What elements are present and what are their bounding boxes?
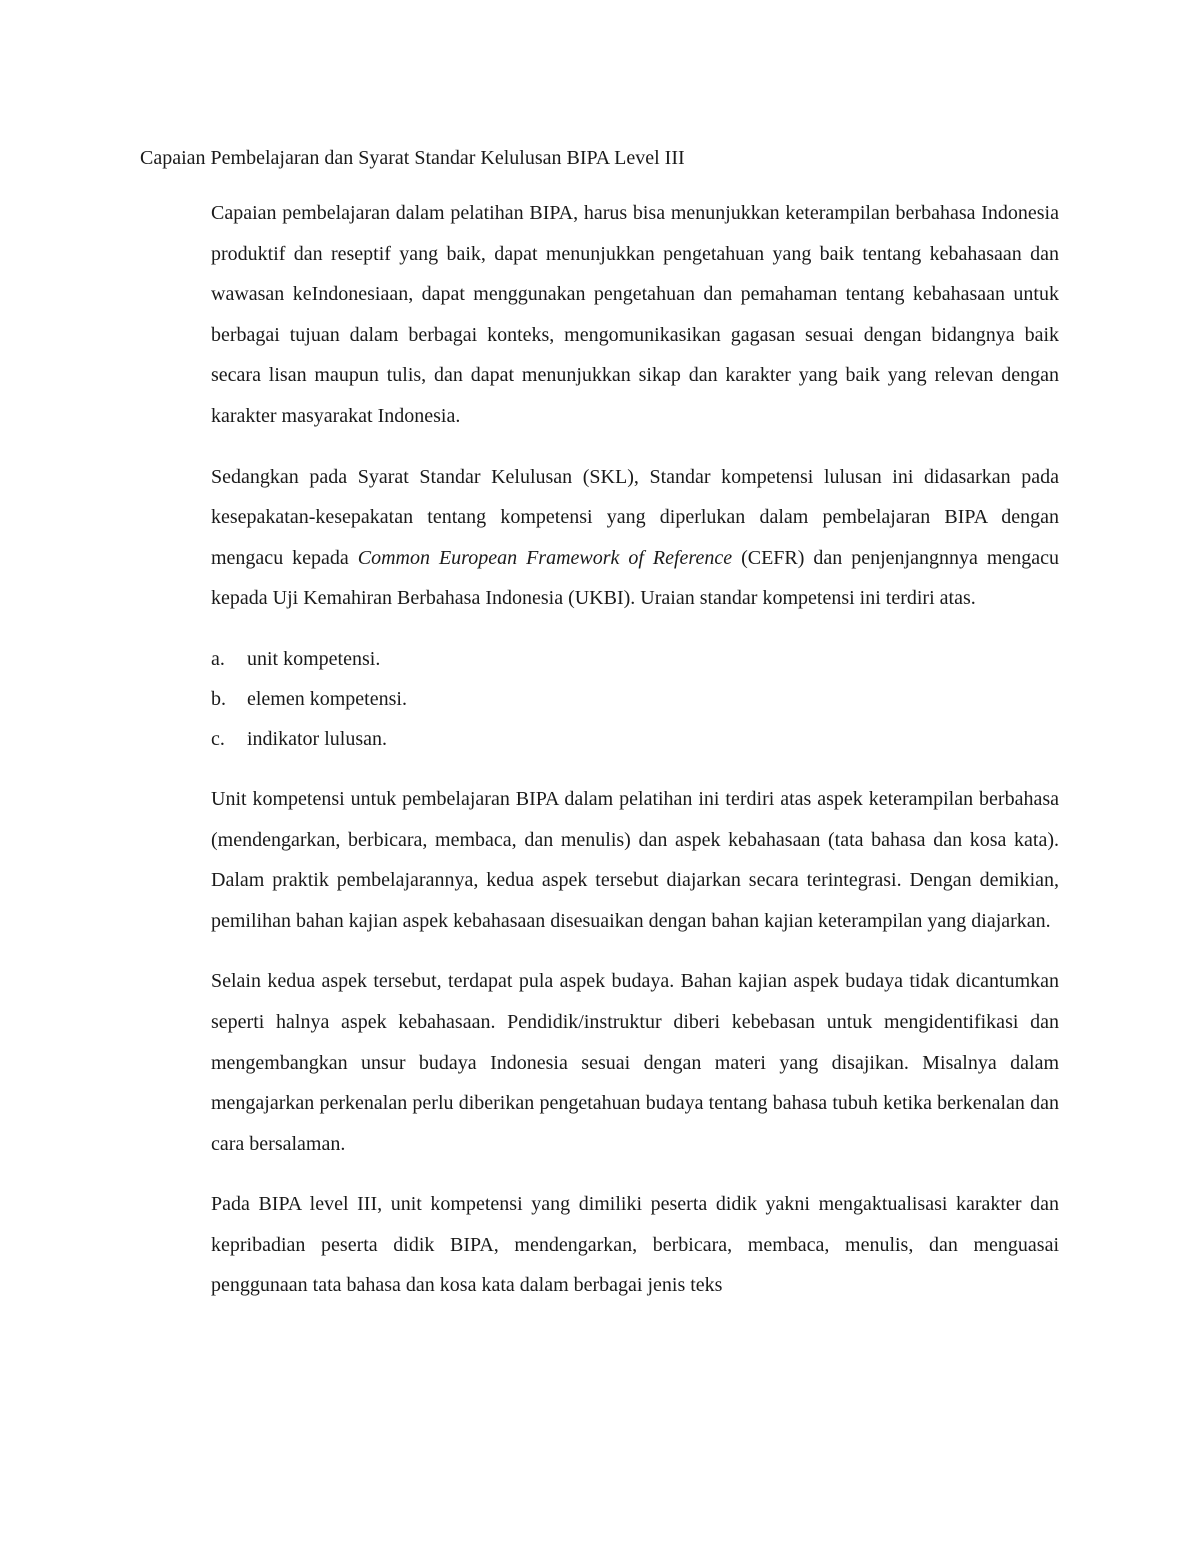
list-item-text: elemen kompetensi. <box>247 687 407 710</box>
paragraph-skl-italic-cefr: Common European Framework of Reference <box>357 546 733 569</box>
list-item <box>211 679 1059 719</box>
paragraph-skl-text-2: (CEFR) dan penjenjangnnya mengacu kepada Uji Kemahiran Berbahasa Indonesia (UKBI). Uraian standar kompetensi ini terdiri atas. <box>211 546 1060 610</box>
paragraph-skl-text-1: Sedangkan pada Syarat Standar Kelulusan (SKL), Standar kompetensi lulusan ini didasarkan pada kesepakatan-kesepakatan tentang kompetensi yang diperlukan dalam pembelajaran BIPA dengan mengacu kepada <box>211 465 1059 569</box>
list-item-text: indikator lulusan. <box>247 727 387 750</box>
paragraph-level-iii: Pada BIPA level III, unit kompetensi yang dimiliki peserta didik yakni mengaktualisasi karakter dan kepribadian peserta didik BIPA, mendengarkan, berbicara, membaca, menulis, dan menguasai penggunaan tata bahasa dan kosa kata dalam berbagai jenis teks <box>211 1193 1059 1297</box>
paragraph-unit-kompetensi: Unit kompetensi untuk pembelajaran BIPA dalam pelatihan ini terdiri atas aspek keterampilan berbahasa (mendengarkan, berbicara, membaca, dan menulis) dan aspek kebahasaan (tata bahasa dan kosa kata). Dalam praktik pembelajarannya, kedua aspek tersebut diajarkan secara terintegrasi. Dengan demikian, pemilihan bahan kajian aspek kebahasaan disesuaikan dengan bahan kajian keterampilan yang diajarkan. <box>211 787 1059 932</box>
list-item-text: unit kompetensi. <box>247 647 381 670</box>
list-marker: b. <box>211 687 226 710</box>
list-marker: c. <box>211 727 225 750</box>
paragraph-skl <box>211 457 1059 619</box>
paragraph-capaian: Capaian pembelajaran dalam pelatihan BIPA, harus bisa menunjukkan keterampilan berbahasa Indonesia produktif dan reseptif yang baik, dapat menunjukkan pengetahuan yang baik tentang kebahasaan dan wawasan keIndonesiaan, dapat menggunakan pengetahuan dan pemahaman tentang kebahasaan untuk berbagai tujuan dalam berbagai konteks, mengomunikasikan gagasan sesuai dengan bidangnya baik secara lisan maupun tulis, dan dapat menunjukkan sikap dan karakter yang baik yang relevan dengan karakter masyarakat Indonesia. <box>211 202 1059 427</box>
competency-list <box>211 639 1059 759</box>
document-body <box>211 193 1059 1326</box>
list-item <box>211 719 1059 759</box>
paragraph-aspek-budaya: Selain kedua aspek tersebut, terdapat pula aspek budaya. Bahan kajian aspek budaya tidak dicantumkan seperti halnya aspek kebahasaan. Pendidik/instruktur diberi kebebasan untuk mengidentifikasi dan mengembangkan unsur budaya Indonesia sesuai dengan materi yang disajikan. Misalnya dalam mengajarkan perkenalan perlu diberikan pengetahuan budaya tentang bahasa tubuh ketika berkenalan dan cara bersalaman. <box>211 970 1059 1155</box>
list-item <box>211 639 1059 679</box>
list-marker: a. <box>211 647 225 670</box>
document-title: Capaian Pembelajaran dan Syarat Standar Kelulusan BIPA Level III <box>140 147 685 169</box>
